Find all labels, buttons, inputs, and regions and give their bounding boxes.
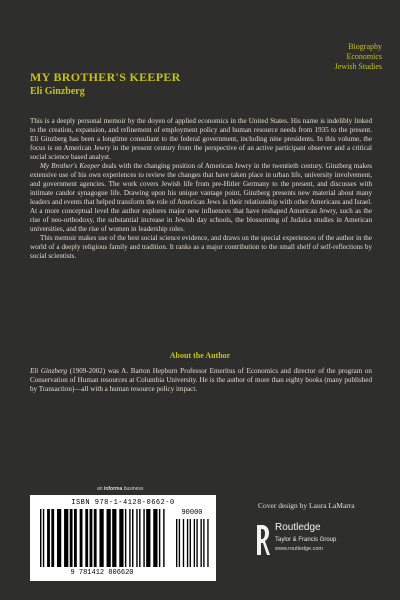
barcode-bar — [43, 509, 44, 567]
barcode-bar — [99, 509, 103, 567]
publisher-name: Routledge — [275, 522, 321, 533]
routledge-logo-icon — [254, 521, 270, 561]
about-author-heading: About the Author — [169, 351, 231, 360]
description-paragraph: This is a deeply personal memoir by the doyen of applied economics in the United States. His name is indelibly linked to the creation, expansion, and refinement of employment policy and human resource needs from 1935 to the present. Eli Ginzberg has been a longtime consultant to the federal government, including nine presidents. In this volume, the focus is on American Jewry in the present century from the perspective of an active participant observer and a critical social science based analyst. — [30, 117, 372, 161]
barcode-bar — [139, 509, 140, 567]
isbn-label: ISBN 978-1-4128-0662-0 — [71, 499, 175, 507]
subject-categories — [335, 42, 382, 72]
subject-item: Biography — [348, 42, 382, 51]
barcode-bar — [132, 509, 133, 567]
barcode-bar — [74, 509, 77, 567]
barcode-bar — [64, 509, 68, 567]
description-paragraph-text: deals with the changing position of American Jewry in the twentieth century. Ginzberg makes extensive use of his own experiences to review the changes that have taken place in urban life, university involvement, and government agencies. The work covers Jewish life from pre-Hitler Germany to the present, and discusses with intimate candor synagogue life. Drawing upon his unique vantage point, Ginzberg presents new material about many leaders and events that helped transform the role of American Jews in their relationship with other Americans and Israel. At a more conceptual level the author explores major new influences that have reshaped American Jewry, such as the rise of neo-orthodoxy, the substantial increase in Jewish day schools, the blossoming of Judaica studies in American universities, and the rise of women in leadership roles. — [30, 162, 373, 233]
barcode-bar — [70, 509, 73, 567]
about-author-name: Eli Ginzberg — [30, 367, 68, 375]
barcode-bar — [129, 509, 130, 567]
barcode-bar — [40, 509, 41, 567]
barcode-bar — [194, 519, 195, 567]
about-author-text — [30, 367, 372, 394]
barcode-bar — [90, 509, 93, 567]
italic-title-reference: My Brother's Keeper — [40, 162, 100, 170]
barcode-bar — [187, 519, 188, 567]
barcode-bar — [196, 519, 197, 567]
book-title: MY BROTHER'S KEEPER — [30, 70, 181, 84]
description-paragraph: This memoir makes use of the best social science evidence, and draws on the special experiences of the author in the world of a deeply religious family and tradition. It ranks as a major contribution to the small shelf of self-reflections by social scientists. — [30, 234, 372, 260]
publisher-group: Taylor & Francis Group — [275, 537, 337, 543]
barcode-bar — [146, 509, 150, 567]
subject-item: Jewish Studies — [334, 62, 382, 71]
barcode-bar — [107, 509, 111, 567]
informa-brand: informa — [103, 486, 123, 492]
barcode-bar — [190, 519, 191, 567]
barcode-bar — [57, 509, 61, 567]
ean-bars — [40, 509, 165, 567]
publisher-url: www.routledge.com — [275, 546, 323, 552]
informa-suffix: business — [123, 486, 144, 492]
barcode-bar — [85, 509, 88, 567]
barcode-bar — [94, 509, 97, 567]
barcode-bar — [51, 509, 54, 567]
informa-business-mark — [97, 486, 143, 492]
informa-prefix: an — [97, 486, 103, 492]
barcode-bar — [136, 509, 137, 567]
description-paragraph — [30, 162, 372, 234]
barcode-bar — [153, 509, 157, 567]
barcode-bar — [80, 509, 83, 567]
barcode-bar — [183, 519, 184, 567]
subject-item: Economics — [346, 52, 382, 61]
isbn-barcode — [30, 495, 216, 581]
barcode-bar — [125, 509, 126, 567]
barcode-bar — [179, 519, 180, 567]
barcode-bar — [143, 509, 144, 567]
addon-bars — [176, 519, 209, 567]
about-author-bio: (1909-2002) was A. Barton Hepburn Professor Emeritus of Economics and director of the program on Conservation of Human resources at Columbia University. He is the author of more than eighty books (many published by Transaction)—all with a human resource policy impact. — [30, 367, 372, 393]
barcode-bar — [203, 519, 204, 567]
barcode-bar — [159, 509, 160, 567]
barcode-bar — [47, 509, 50, 567]
book-description — [30, 117, 372, 261]
barcode-bar — [119, 509, 123, 567]
ean-number: 9 781412 806620 — [70, 569, 134, 577]
book-author: Eli Ginzberg — [30, 86, 85, 97]
barcode-bar — [112, 509, 116, 567]
barcode-bar — [207, 519, 208, 567]
cover-design-credit: Cover design by Laura LaMarra — [258, 501, 355, 510]
barcode-bar — [176, 519, 177, 567]
barcode-bar — [163, 509, 164, 567]
price-addon-number: 90000 — [181, 509, 203, 517]
barcode-bar — [200, 519, 201, 567]
